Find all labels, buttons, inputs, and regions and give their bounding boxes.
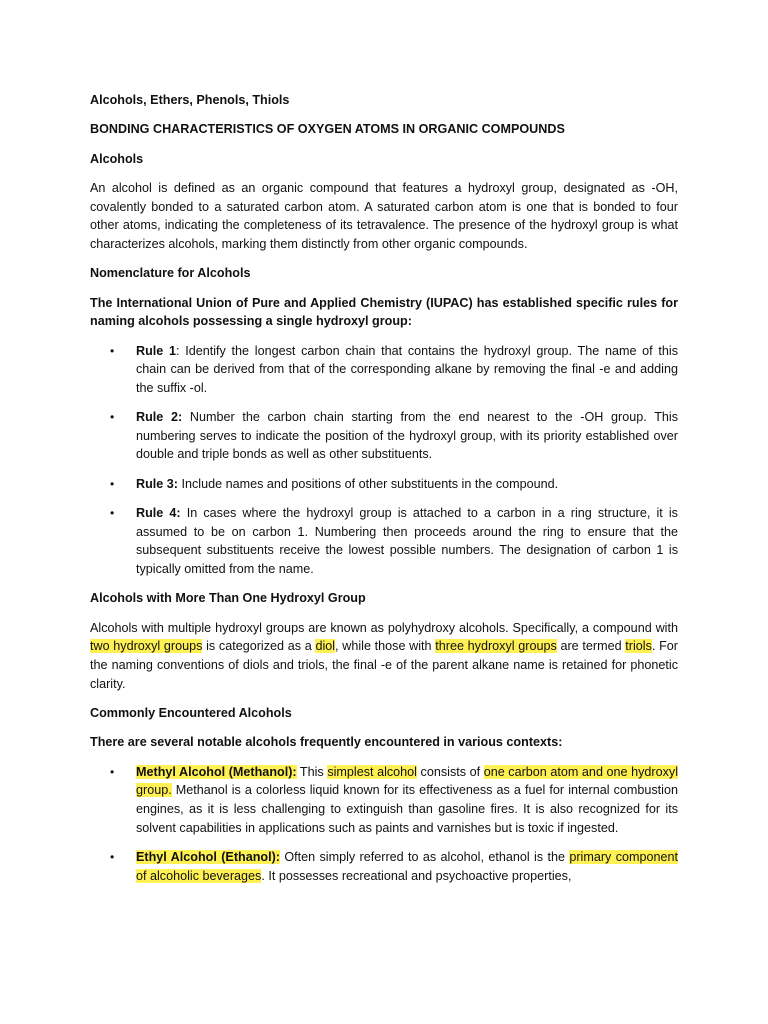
text-run: . It possesses recreational and psychoactive properties, bbox=[261, 868, 572, 883]
alcohol-item-ethanol bbox=[90, 848, 678, 885]
highlighted-text: triols bbox=[625, 639, 652, 654]
alcohols-paragraph: An alcohol is defined as an organic compound that features a hydroxyl group, designated as -OH, covalently bonded to a saturated carbon atom. A saturated carbon atom is one that is bonded to four other atoms, indicating the completeness of its tetravalence. The presence of the hydroxyl group is what characterizes alcohols, marking them distinctly from other organic compounds. bbox=[90, 181, 678, 251]
bullet-icon: • bbox=[110, 849, 115, 864]
rule-item bbox=[90, 342, 678, 398]
iupac-intro: The International Union of Pure and Applied Chemistry (IUPAC) has established specific rules for naming alcohols possessing a single hydroxyl group: bbox=[90, 295, 678, 329]
rule-item bbox=[90, 504, 678, 578]
highlighted-text: two hydroxyl groups bbox=[90, 639, 203, 654]
highlighted-text: primary component of alcoholic beverages bbox=[136, 849, 678, 883]
rule-label: Rule 2: bbox=[136, 410, 183, 425]
common-heading: Commonly Encountered Alcohols bbox=[90, 706, 292, 720]
rule-text: : Identify the longest carbon chain that contains the hydroxyl group. The name of this chain can be derived from that of the corresponding alkane by removing the final -e and adding the suffix -ol. bbox=[136, 343, 678, 395]
document-title: Alcohols, Ethers, Phenols, Thiols bbox=[90, 93, 290, 107]
bullet-icon: • bbox=[110, 410, 115, 425]
text-run: Often simply referred to as alcohol, ethanol is the bbox=[279, 849, 570, 864]
text-run: . For the naming conventions of diols and triols, the final -e of the parent alkane name is retained for phonetic clarity. bbox=[90, 639, 678, 691]
text-run: , while those with bbox=[335, 639, 436, 654]
highlighted-text: simplest alcohol bbox=[327, 764, 417, 779]
text-run: Alcohols with multiple hydroxyl groups are known as polyhydroxy alcohols. Specifically, a compound with bbox=[90, 620, 678, 635]
rule-label: Rule 1 bbox=[136, 343, 177, 358]
text-run: are termed bbox=[556, 639, 626, 654]
rules-list bbox=[90, 342, 678, 579]
polyhydroxy-paragraph bbox=[90, 619, 678, 693]
bullet-icon: • bbox=[110, 476, 115, 491]
polyhydroxy-heading: Alcohols with More Than One Hydroxyl Group bbox=[90, 591, 366, 606]
highlighted-text: three hydroxyl groups bbox=[435, 639, 557, 654]
section-heading: BONDING CHARACTERISTICS OF OXYGEN ATOMS IN ORGANIC COMPOUNDS bbox=[90, 122, 565, 137]
rule-text: Number the carbon chain starting from the end nearest to the -OH group. This numbering serves to indicate the position of the hydroxyl group, with its priority established over double and triple bonds as well as other substituents. bbox=[136, 410, 678, 462]
highlighted-text: one carbon atom and one hydroxyl group. bbox=[136, 764, 678, 798]
alcohol-label: Ethyl Alcohol (Ethanol): bbox=[136, 849, 280, 864]
bullet-icon: • bbox=[110, 343, 115, 358]
highlighted-text: diol bbox=[315, 639, 336, 654]
rule-item bbox=[90, 475, 678, 494]
common-alcohols-list bbox=[90, 763, 678, 885]
bullet-icon: • bbox=[110, 764, 115, 779]
rule-label: Rule 3: bbox=[136, 476, 178, 491]
rule-label: Rule 4: bbox=[136, 506, 181, 521]
text-run: Methanol is a colorless liquid known for its effectiveness as a fuel for internal combustion engines, as it is less challenging to extinguish than gasoline fires. It is also recognized for its solvent capabilities in applications such as paints and varnishes but is toxic if ingested. bbox=[136, 783, 678, 835]
bullet-icon: • bbox=[110, 506, 115, 521]
alcohol-item-methanol bbox=[90, 763, 678, 837]
nomenclature-heading: Nomenclature for Alcohols bbox=[90, 266, 251, 281]
rule-item bbox=[90, 408, 678, 464]
rule-text: Include names and positions of other substituents in the compound. bbox=[178, 476, 559, 491]
alcohols-heading: Alcohols bbox=[90, 151, 144, 166]
common-intro: There are several notable alcohols frequently encountered in various contexts: bbox=[90, 735, 563, 750]
rule-text: In cases where the hydroxyl group is attached to a carbon in a ring structure, it is assumed to be on carbon 1. Numbering then proceeds around the ring to ensure that the subsequent substituents receive the lowest possible numbers. The designation of carbon 1 is typically omitted from the name. bbox=[136, 506, 678, 577]
text-run: is categorized as a bbox=[202, 639, 316, 654]
document-page bbox=[90, 91, 678, 896]
text-run: This bbox=[296, 764, 328, 779]
alcohol-label: Methyl Alcohol (Methanol): bbox=[136, 764, 297, 779]
text-run: consists of bbox=[416, 764, 484, 779]
